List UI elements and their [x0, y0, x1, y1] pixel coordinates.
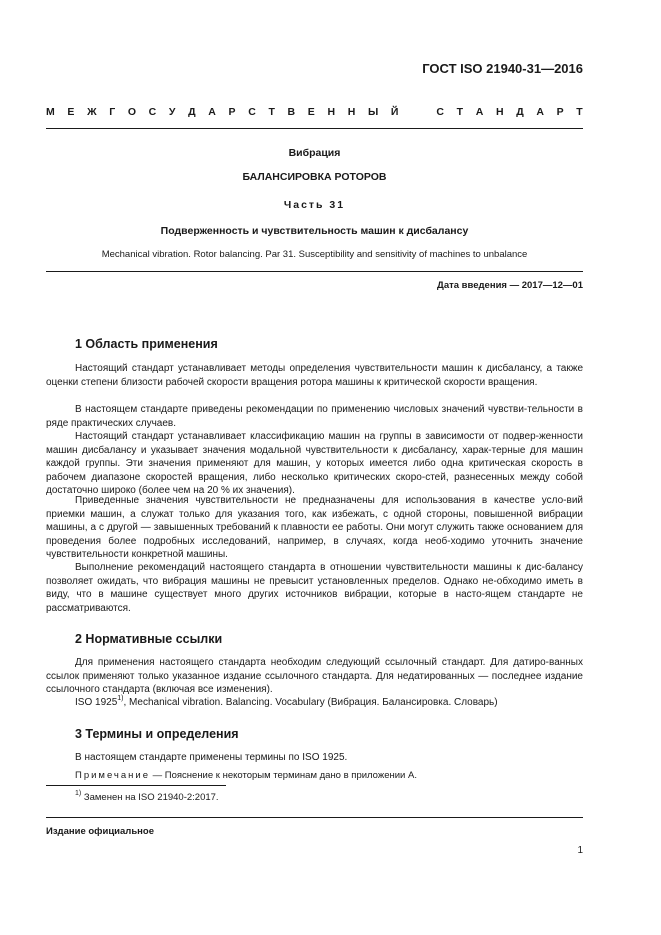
section-1-heading: 1 Область применения — [75, 337, 218, 351]
banner-letter: М — [46, 106, 55, 118]
section-2-paragraph-1: Для применения настоящего стандарта необходим следующий ссылочный стандарт. Для датиро-ванных ссылок применяют только указанное издание ссылочного стандарта. Для недатированных — последнее издание ссылочного стандарта (включая все изменения). — [46, 657, 583, 695]
banner-letter: Е — [67, 106, 75, 118]
banner-letter: Р — [228, 106, 236, 118]
section-1-paragraph-2: В настоящем стандарте приведены рекомендации по применению числовых значений чувстви-тельности в ряде практических случаев. — [46, 404, 583, 429]
banner-letter: Н — [327, 106, 336, 118]
section-1-paragraph-4: Приведенные значения чувствительности не предназначены для использования в качестве усло-вий приемки машин, а служат только для указания того, как избежать, с одной стороны, повышенной вибрации машины, а с другой — завышенных требований к плавности ее работы. Они могут служить также основанием для проведения более подробных исследований, например, в случаях, когда необ-ходимо уточнить значение чувствительности конкретной машины. — [46, 495, 583, 560]
page-number: 1 — [577, 845, 583, 856]
section-3-paragraph-1: В настоящем стандарте применены термины по ISO 1925. — [75, 752, 348, 763]
section-1-paragraph-5: Выполнение рекомендаций настоящего стандарта в отношении чувствительности машины к дис-балансу позволяет ожидать, что вибрация машины не превысит установленных пределов. Однако не-обходимо иметь в виду, что в машине существует много других источников вибрации, которые в насто-ящем стандарте не рассматриваются. — [46, 562, 583, 614]
english-title: Mechanical vibration. Rotor balancing. Par 31. Susceptibility and sensitivity of machines to unbalance — [101, 249, 528, 260]
divider — [46, 271, 583, 272]
banner-letter: Д — [516, 106, 524, 118]
banner-letter: Т — [456, 106, 464, 118]
note-label: Примечание — [75, 770, 150, 781]
document-id: ГОСТ ISO 21940-31—2016 — [422, 61, 583, 76]
divider — [46, 817, 583, 818]
edition-label: Издание официальное — [46, 826, 154, 837]
section-1-paragraph-1: Настоящий стандарт устанавливает методы определения чувствительности машин к дисбалансу, а также оценки степени близости рабочей скорости вращения ротора машины к критической скорости вращения. — [46, 363, 583, 388]
banner-letter: Ы — [367, 106, 379, 118]
reference-code: ISO 1925 — [75, 697, 118, 708]
banner-letter: Р — [556, 106, 564, 118]
footnote — [75, 792, 219, 803]
document-subtitle: Подверженность и чувствительность машин к дисбалансу — [160, 225, 469, 237]
section-2-heading: 2 Нормативные ссылки — [75, 632, 223, 646]
banner-letter: С — [248, 106, 256, 118]
banner-letter: Т — [268, 106, 275, 118]
part-title: Часть 31 — [283, 199, 346, 211]
banner-letter: А — [475, 106, 484, 118]
footnote-divider — [46, 785, 226, 786]
banner-letter: Ж — [87, 106, 97, 118]
title-line-1: Вибрация — [288, 147, 341, 159]
banner-letter: А — [208, 106, 216, 118]
banner-letter: Н — [495, 106, 504, 118]
footnote-mark: 1) — [75, 790, 82, 797]
banner-letter: С — [436, 106, 444, 118]
normative-reference — [75, 697, 498, 708]
introduction-date: Дата введения — 2017—12—01 — [437, 280, 583, 291]
note — [75, 770, 417, 781]
interstate-standard-banner — [46, 106, 583, 118]
banner-letter: А — [536, 106, 544, 118]
footnote-text: Заменен на ISO 21940-2:2017. — [81, 792, 219, 803]
banner-letter: У — [168, 106, 176, 118]
title-line-2: БАЛАНСИРОВКА РОТОРОВ — [242, 171, 387, 183]
banner-letter: Д — [188, 106, 196, 118]
divider — [46, 128, 583, 129]
banner-letter: С — [148, 106, 157, 118]
banner-letter: В — [287, 106, 296, 118]
banner-letter: Г — [109, 106, 116, 118]
banner-letter: Е — [307, 106, 315, 118]
banner-letter: Т — [576, 106, 583, 118]
footnote-marker: 1) — [117, 695, 124, 702]
section-1-paragraph-3: Настоящий стандарт устанавливает классификацию машин на группы в зависимости от подвер-женности машин дисбалансу и указывает значения модальной чувствительности к дисбалансу, харак-терные для машин каждой группы. Эти значения применяют для машин, у которых имеется либо одна критическая скорость в рабочем диапазоне скоростей вращения, либо несколько критических скоро-стей, разнесенных между собой достаточно широко (более чем на 20 % их значения). — [46, 431, 583, 496]
banner-letter: Й — [390, 106, 399, 118]
banner-letter: Н — [347, 106, 356, 118]
reference-text: , Mechanical vibration. Balancing. Vocabulary (Вибрация. Балансировка. Словарь) — [123, 697, 498, 708]
note-text: — Пояснение к некоторым терминам дано в приложении А. — [150, 770, 417, 781]
banner-letter: О — [127, 106, 137, 118]
section-3-heading: 3 Термины и определения — [75, 727, 239, 741]
